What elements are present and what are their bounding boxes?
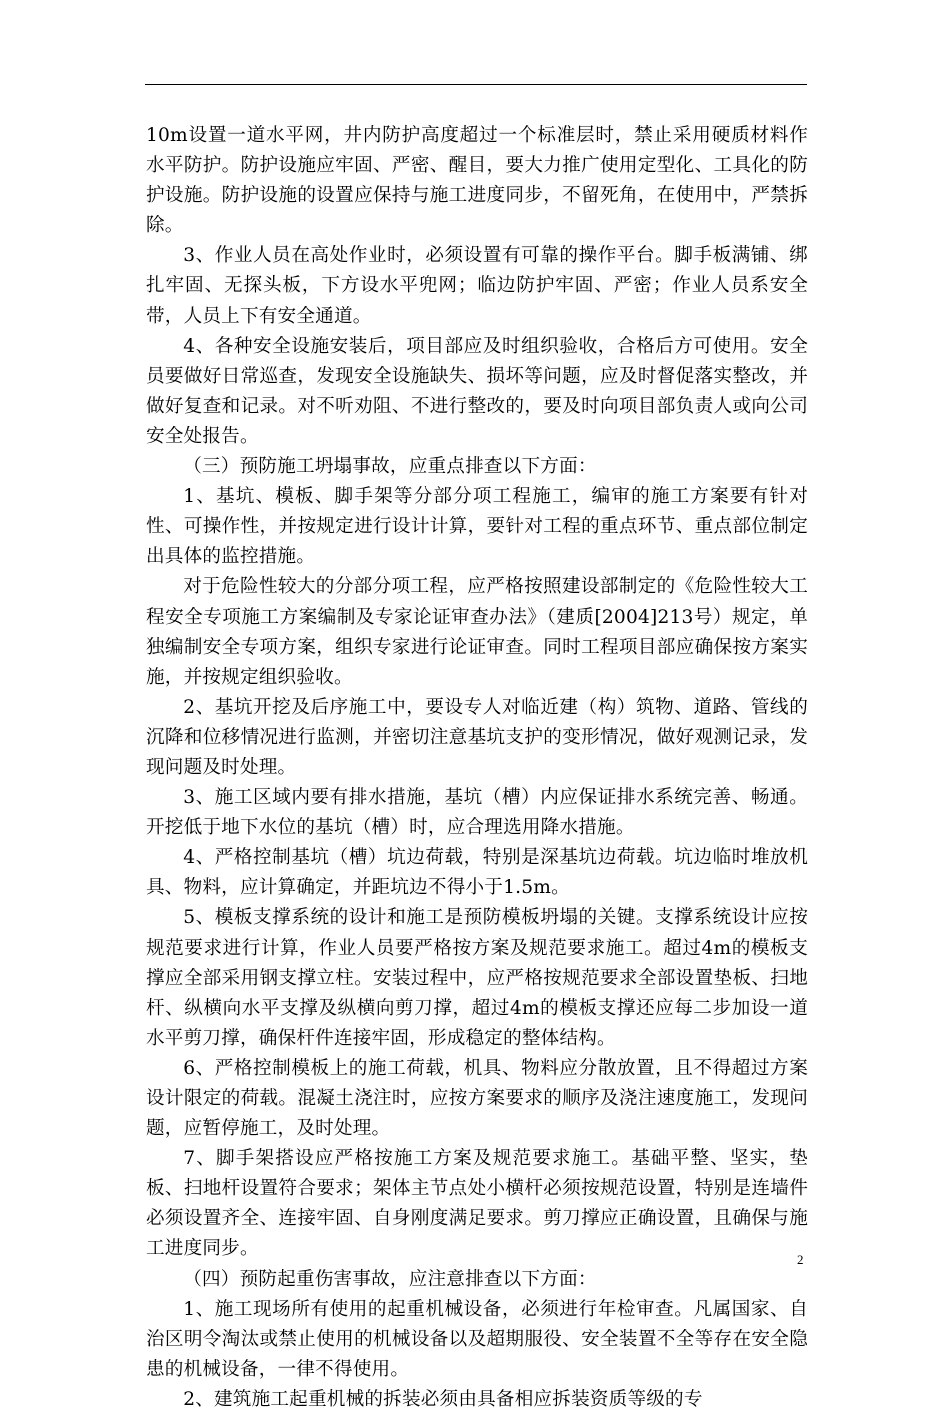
paragraph: 5、模板支撑系统的设计和施工是预防模板坍塌的关键。支撑系统设计应按规范要求进行计算，作业人员要严格按方案及规范要求施工。超过4m的模板支撑应全部采用钢支撑立柱。安装过程中，应严格按规范要求全部设置垫板、扫地杆、纵横向水平支撑及纵横向剪刀撑，超过4m的模板支撑还应每二步加设一道水平剪刀撑，确保杆件连接牢固，形成稳定的整体结构。 (146, 907, 808, 1049)
paragraph: 1、基坑、模板、脚手架等分部分项工程施工，编审的施工方案要有针对性、可操作性，并按规定进行设计计算，要针对工程的重点环节、重点部位制定出具体的监控措施。 (146, 486, 808, 568)
paragraph: 3、作业人员在高处作业时，必须设置有可靠的操作平台。脚手板满铺、绑扎牢固、无探头板，下方设水平兜网；临边防护牢固、严密；作业人员系安全带，人员上下有安全通道。 (146, 245, 808, 327)
header-rule (145, 84, 807, 85)
section-heading: （三）预防施工坍塌事故，应重点排查以下方面： (183, 456, 597, 478)
paragraph: 4、严格控制基坑（槽）坑边荷载，特别是深基坑边荷载。坑边临时堆放机具、物料，应计算确定，并距坑边不得小于1.5m。 (146, 847, 808, 899)
paragraph: 2、基坑开挖及后序施工中，要设专人对临近建（构）筑物、道路、管线的沉降和位移情况进行监测，并密切注意基坑支护的变形情况，做好观测记录，发现问题及时处理。 (146, 696, 808, 778)
page-number: 2 (797, 1252, 804, 1267)
paragraph: 1、施工现场所有使用的起重机械设备，必须进行年检审查。凡属国家、自治区明令淘汰或禁止使用的机械设备以及超期服役、安全装置不全等存在安全隐患的机械设备，一律不得使用。 (146, 1298, 808, 1380)
paragraph: 对于危险性较大的分部分项工程，应严格按照建设部制定的《危险性较大工程安全专项施工方案编制及专家论证审查办法》（建质[2004]213号）规定，单独编制安全专项方案，组织专家进行论证审查。同时工程项目部应确保按方案实施，并按规定组织验收。 (146, 576, 808, 688)
paragraph: 6、严格控制模板上的施工荷载，机具、物料应分散放置，且不得超过方案设计限定的荷载。混凝土浇注时，应按方案要求的顺序及浇注速度施工，发现问题，应暂停施工，及时处理。 (146, 1057, 808, 1140)
paragraph: 3、施工区域内要有排水措施，基坑（槽）内应保证排水系统完善、畅通。开挖低于地下水位的基坑（槽）时，应合理选用降水措施。 (146, 787, 808, 839)
paragraph: 7、脚手架搭设应严格按施工方案及规范要求施工。基础平整、坚实，垫板、扫地杆设置符合要求；架体主节点处小横杆必须按规范设置，特别是连墙件必须设置齐全、连接牢固、自身刚度满足要求。剪刀撑应正确设置，且确保与施工进度同步。 (146, 1148, 808, 1260)
paragraph-continuation: 10m设置一道水平网，井内防护高度超过一个标准层时，禁止采用硬质材料作水平防护。防护设施应牢固、严密、醒目，要大力推广使用定型化、工具化的防护设施。防护设施的设置应保持与施工进度同步，不留死角，在使用中，严禁拆除。 (146, 125, 808, 237)
section-heading: （四）预防起重伤害事故，应注意排查以下方面： (183, 1268, 597, 1290)
paragraph: 2、建筑施工起重机械的拆装必须由具备相应拆装资质等级的专 (183, 1388, 703, 1410)
paragraph: 4、各种安全设施安装后，项目部应及时组织验收，合格后方可使用。安全员要做好日常巡查，发现安全设施缺失、损坏等问题，应及时督促落实整改，并做好复查和记录。对不听劝阻、不进行整改的，要及时向项目部负责人或向公司安全处报告。 (146, 335, 808, 447)
body-text (146, 121, 808, 1415)
